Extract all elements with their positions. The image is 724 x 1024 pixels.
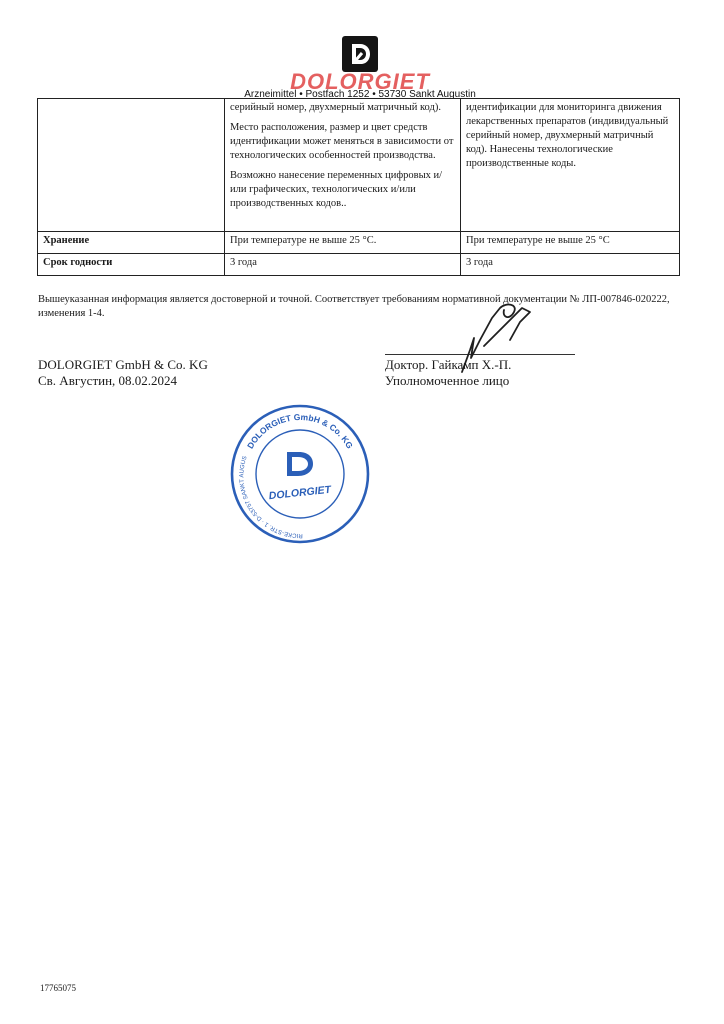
company-address: Arzneimittel • Postfach 1252 • 53730 Sankt Augustin [244,89,476,100]
company-name: DOLORGIET GmbH & Co. KG [38,357,208,372]
company-logo-icon [342,36,378,72]
statement-text: Вышеуказанная информация является достоверной и точной. Соответствует требованиям нормативной документации № ЛП-007846-020222, изменения 1-4. [38,294,670,319]
table-cell-middle: При температуре не выше 25 °C. [225,232,461,254]
stamp-address-text: OTTO-VON-GUERICKE-STR. 1 · D-53757 SANKT AUGUSTIN [239,455,303,539]
signer-role: Уполномоченное лицо [385,373,510,388]
place-date: Св. Августин, 08.02.2024 [38,373,178,388]
row-label: Хранение [38,232,225,254]
table-row-shelf-life [38,254,680,276]
company-block [38,357,208,389]
table-text: серийный номер, двухмерный матричный код). [230,102,441,113]
table-cell-empty [38,99,225,232]
table-cell-right: При температуре не выше 25 °C [461,232,680,254]
table-row [38,99,680,232]
company-stamp-icon [228,402,372,546]
row-label: Срок годности [38,254,225,276]
table-cell-middle [225,99,461,232]
brand-name: DOLORGIET [290,69,430,94]
stamp-top-text: DOLORGIET GmbH & Co. KG [244,411,356,451]
table-text: идентификации для мониторинга движения лекарственных препаратов (индивидуальный серийный номер, двухмерный матричный код). Нанесены технологические производственные коды. [466,102,669,169]
signer-name: Доктор. Гайкамп Х.-П. [385,357,512,372]
table-cell-right: 3 года [461,254,680,276]
table-cell-middle: 3 года [225,254,461,276]
table-text: Место расположения, размер и цвет средств идентификации может меняться в зависимости от технологических особенностей производства. [230,122,454,161]
stamp-brand-text: DOLORGIET [268,483,332,503]
table-row-storage [38,232,680,254]
table-text: Возможно нанесение переменных цифровых и/или графических, технологических и/или производственных кодов.. [230,170,443,209]
specification-table [37,98,680,276]
signer-block [385,357,511,389]
document-number: 17765075 [40,983,76,993]
table-cell-right [461,99,680,232]
